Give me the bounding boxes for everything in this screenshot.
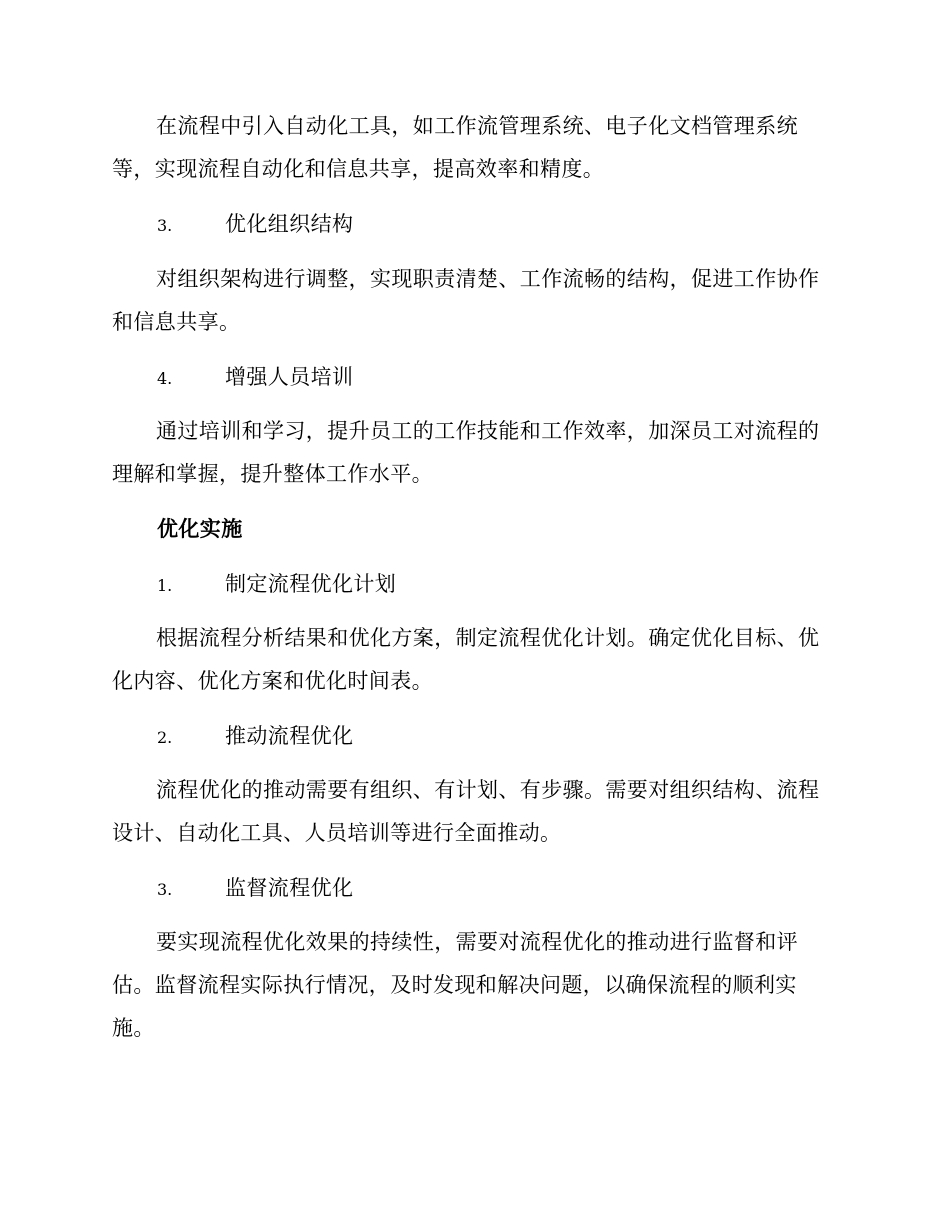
list-item-optimize-org-structure [157,209,353,239]
list-item-label: 优化组织结构 [225,212,354,236]
list-number: 4. [157,369,173,388]
list-item-supervise-optimization [157,873,353,903]
list-number: 3. [157,880,173,899]
list-number: 2. [157,728,173,747]
list-number: 3. [157,216,173,235]
list-item-staff-training [157,362,353,392]
list-item-label: 增强人员培训 [225,365,354,389]
paragraph-automation-tools: 在流程中引入自动化工具，如工作流管理系统、电子化文档管理系统等，实现流程自动化和信息共享，提高效率和精度。 [112,114,798,181]
list-number: 1. [157,576,173,595]
paragraph-training-details: 通过培训和学习，提升员工的工作技能和工作效率，加深员工对流程的理解和掌握，提升整体工作水平。 [112,419,820,486]
paragraph-drive-details: 流程优化的推动需要有组织、有计划、有步骤。需要对组织结构、流程设计、自动化工具、人员培训等进行全面推动。 [112,778,820,845]
paragraph-org-adjustment: 对组织架构进行调整，实现职责清楚、工作流畅的结构，促进工作协作和信息共享。 [112,267,820,334]
list-item-label: 推动流程优化 [225,724,354,748]
paragraph-plan-details: 根据流程分析结果和优化方案，制定流程优化计划。确定优化目标、优化内容、优化方案和优化时间表。 [112,626,820,693]
list-item-label: 制定流程优化计划 [225,572,397,596]
paragraph-supervise-details: 要实现流程优化效果的持续性，需要对流程优化的推动进行监督和评估。监督流程实际执行情况，及时发现和解决问题，以确保流程的顺利实施。 [112,930,798,1040]
section-heading-implementation: 优化实施 [157,516,243,541]
list-item-make-plan [157,569,396,599]
list-item-label: 监督流程优化 [225,876,354,900]
list-item-drive-optimization [157,721,353,751]
